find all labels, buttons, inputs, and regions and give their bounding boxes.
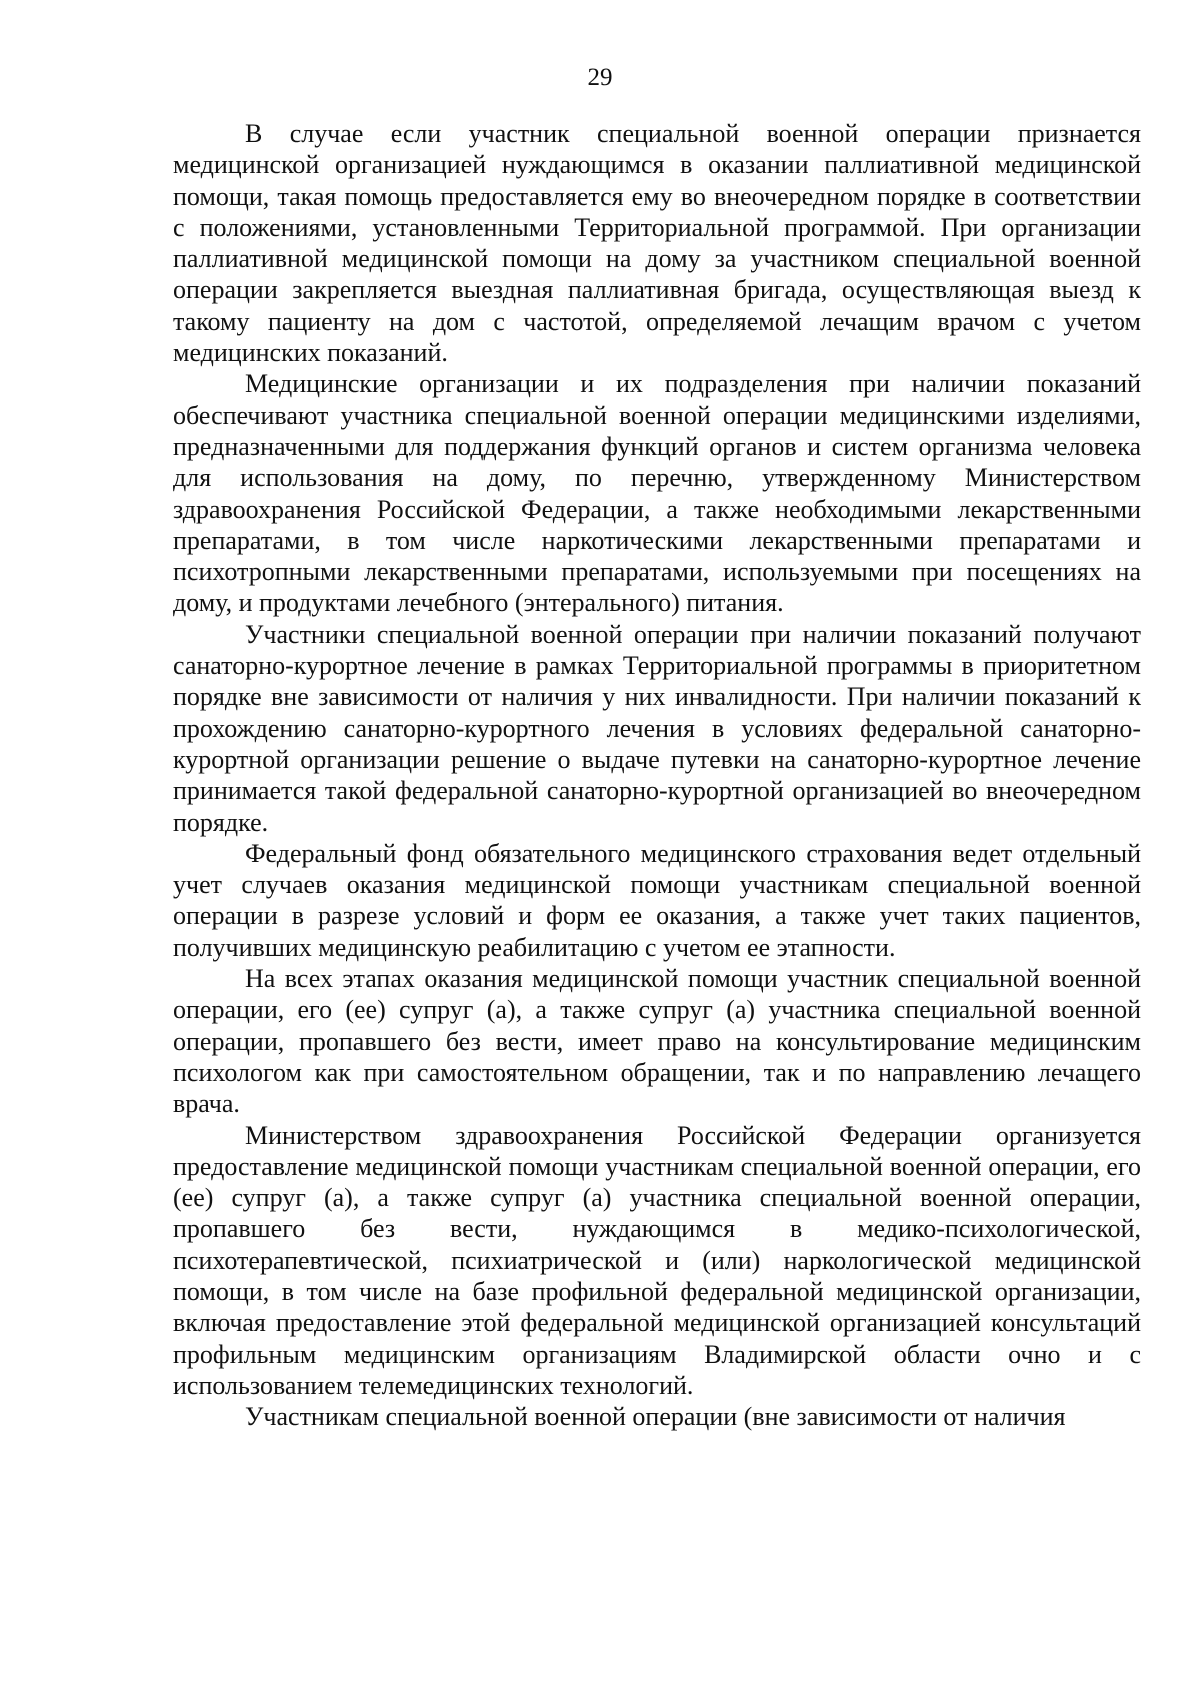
paragraph-insurance-fund-accounting: Федеральный фонд обязательного медицинского страхования ведет отдельный учет случаев оказания медицинской помощи участникам специальной военной операции в разрезе условий и форм ее оказания, а также учет таких пациентов, получивших медицинскую реабилитацию с учетом ее этапности. — [173, 838, 1141, 962]
paragraph-medical-devices: Медицинские организации и их подразделения при наличии показаний обеспечивают участника специальной военной операции медицинскими изделиями, предназначенными для поддержания функций органов и систем организма человека для использования на дому, по перечню, утвержденному Министерством здравоохранения Российской Федерации, а также необходимыми лекарственными препаратами, в том числе наркотическими лекарственными препаратами и психотропными лекарственными препаратами, используемыми при посещениях на дому, и продуктами лечебного (энтерального) питания. — [173, 369, 1141, 618]
paragraph-ministry-psychiatric-care: Министерством здравоохранения Российской Федерации организуется предоставление медицинской помощи участникам специальной военной операции, его (ее) супруг (а), а также супруг (а) участника специальной военной операции, пропавшего без вести, нуждающимся в медико-психологической, психотерапевтической, психиатрической и (или) наркологической медицинской помощи, в том числе на базе профильной федеральной медицинской организации, включая предоставление этой федеральной медицинской организацией консультаций профильным медицинским организациям Владимирской области очно и с использованием телемедицинских технологий. — [173, 1120, 1141, 1400]
paragraph-sanatorium-treatment: Участники специальной военной операции при наличии показаний получают санаторно-курортное лечение в рамках Территориальной программы в приоритетном порядке вне зависимости от наличия у них инвалидности. При наличии показаний к прохождению санаторно-курортного лечения в условиях федеральной санаторно-курортной организации решение о выдаче путевки на санаторно-курортное лечение принимается такой федеральной санаторно-курортной организацией во внеочередном порядке. — [173, 619, 1141, 837]
paragraph-palliative-care: В случае если участник специальной военной операции признается медицинской организацией нуждающимся в оказании паллиативной медицинской помощи, такая помощь предоставляется ему во внеочередном порядке в соответствии с положениями, установленными Территориальной программой. При организации паллиативной медицинской помощи на дому за участником специальной военной операции закрепляется выездная паллиативная бригада, осуществляющая выезд к такому пациенту на дом с частотой, определяемой лечащим врачом с учетом медицинских показаний. — [173, 119, 1141, 368]
document-body — [173, 118, 1141, 1432]
paragraph-continuation: Участникам специальной военной операции (вне зависимости от наличия — [245, 1402, 1066, 1432]
paragraph-psychologist-consultation: На всех этапах оказания медицинской помощи участник специальной военной операции, его (ее) супруг (а), а также супруг (а) участника специальной военной операции, пропавшего без вести, имеет право на консультирование медицинским психологом как при самостоятельном обращении, так и по направлению лечащего врача. — [173, 964, 1141, 1119]
page-number: 29 — [587, 64, 613, 91]
